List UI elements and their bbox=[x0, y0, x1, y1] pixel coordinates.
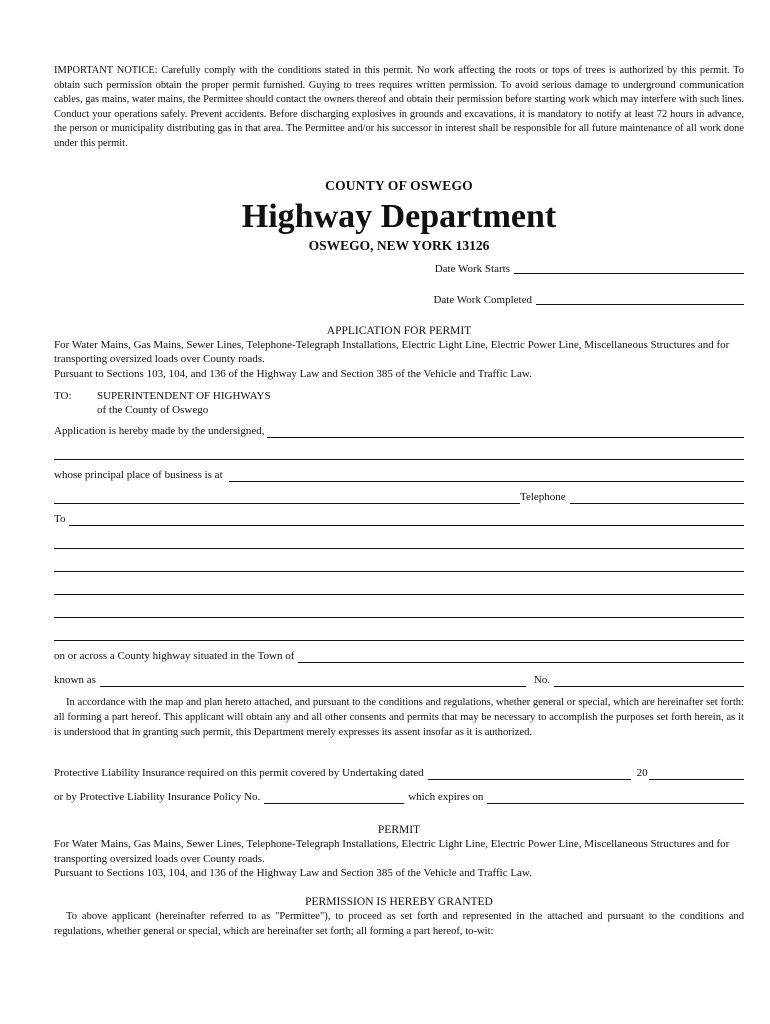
policy-expiry-field[interactable] bbox=[487, 792, 744, 804]
date-work-completed-row bbox=[54, 293, 744, 307]
department-title: Highway Department bbox=[241, 197, 557, 235]
policy-label: or by Protective Liability Insurance Policy No. bbox=[54, 791, 261, 804]
county-name: COUNTY OF OSWEGO bbox=[325, 177, 473, 193]
to-label: TO: bbox=[54, 390, 72, 403]
work-description-line-5[interactable] bbox=[54, 606, 744, 618]
known-as-label: known as bbox=[54, 674, 96, 687]
permission-granted-title: PERMISSION IS HEREBY GRANTED bbox=[305, 895, 493, 908]
policy-number-field[interactable] bbox=[264, 792, 404, 804]
important-notice: IMPORTANT NOTICE: Carefully comply with the conditions stated in this permit. No work affecting the roots or tops of trees is authorized by this permit. To obtain such permission obtain the proper permit furnished. Guying to trees requires written permission. To avoid serious damage to underground communication cables, gas mains, water mains, the Permittee should contact the owners thereof and obtain their permission before starting work which may interfere with such lines. Conduct your operations safely. Prevent accidents. Before discharging explosives in grounds and excavations, it is mandatory to notify at least 72 hours in advance, the person or municipality distributing gas in that area. The Permittee and/or his successor in interest shall be responsible for all future maintenance of all work done under this permit. bbox=[54, 65, 744, 149]
insurance-row bbox=[54, 766, 744, 780]
date-work-starts-row bbox=[54, 262, 744, 276]
work-description-line-3[interactable] bbox=[54, 560, 744, 572]
date-work-starts-field[interactable] bbox=[514, 262, 744, 274]
expires-label: which expires on bbox=[408, 791, 484, 804]
policy-row bbox=[54, 790, 744, 804]
business-address-label: whose principal place of business is at bbox=[54, 469, 223, 482]
work-description-line-6[interactable] bbox=[54, 629, 744, 641]
addressee-line-2: of the County of Oswego bbox=[97, 404, 209, 417]
applicant-name-field[interactable] bbox=[267, 426, 744, 438]
permit-purpose: For Water Mains, Gas Mains, Sewer Lines, Telephone-Telegraph Installations, Electric Light Line, Electric Power Line, Miscellaneous Structures and for transporting oversized loads over County roads. bbox=[54, 838, 730, 865]
business-address-row bbox=[54, 468, 744, 482]
addressee-line-1: SUPERINTENDENT OF HIGHWAYS bbox=[97, 390, 271, 403]
telephone-row bbox=[54, 490, 744, 504]
telephone-field[interactable] bbox=[570, 492, 744, 504]
business-address-field[interactable] bbox=[229, 470, 744, 482]
application-purpose: For Water Mains, Gas Mains, Sewer Lines, Telephone-Telegraph Installations, Electric Light Line, Electric Power Line, Miscellaneous Structures and for transporting oversized loads over County roads. bbox=[54, 338, 730, 366]
addressee-block bbox=[54, 389, 744, 417]
applicant-label: Application is hereby made by the undersigned, bbox=[54, 425, 265, 438]
insurance-label: Protective Liability Insurance required on this permit covered by Undertaking dated bbox=[54, 767, 424, 780]
permit-title: PERMIT bbox=[377, 824, 421, 837]
undertaking-year-field[interactable] bbox=[649, 768, 744, 780]
to-field-row bbox=[54, 512, 744, 526]
accordance-paragraph: In accordance with the map and plan hereto attached, and pursuant to the conditions and regulations, whether general or special, which are hereinafter set forth: all forming a part hereof. This applicant will obtain any and all other consents and permits that may be necessary to accomplish the purposes set forth herein, as it is understood that in granting such permit, this Department merely expresses its assent insofar as it is authorized. bbox=[54, 697, 744, 738]
applicant-name-field-2[interactable] bbox=[54, 448, 744, 460]
permission-granted-text: To above applicant (hereinafter referred to as "Permittee"), to proceed as set forth and represented in the attached and pursuant to the conditions and regulations, whether general or special, which are hereinafter set forth; all forming a part hereof, to-wit: bbox=[54, 910, 744, 937]
telephone-label: Telephone bbox=[520, 491, 566, 504]
work-description-field[interactable] bbox=[69, 514, 744, 526]
application-title: APPLICATION FOR PERMIT bbox=[326, 324, 472, 337]
date-work-starts-label: Date Work Starts bbox=[434, 262, 510, 275]
to-field-label: To bbox=[54, 513, 66, 526]
undertaking-date-field[interactable] bbox=[428, 768, 631, 780]
work-description-line-2[interactable] bbox=[54, 537, 744, 549]
date-work-completed-label: Date Work Completed bbox=[433, 293, 532, 306]
town-field[interactable] bbox=[298, 651, 744, 663]
applicant-row bbox=[54, 424, 744, 438]
permit-pursuant: Pursuant to Sections 103, 104, and 136 of the Highway Law and Section 385 of the Vehicle and Traffic Law. bbox=[54, 867, 532, 880]
number-label: No. bbox=[533, 674, 551, 687]
date-work-completed-field[interactable] bbox=[536, 293, 744, 305]
town-label: on or across a County highway situated in the Town of bbox=[54, 650, 295, 663]
permit-document bbox=[54, 64, 744, 939]
town-row bbox=[54, 649, 744, 663]
business-address-field-2[interactable] bbox=[54, 492, 520, 504]
application-pursuant: Pursuant to Sections 103, 104, and 136 of the Highway Law and Section 385 of the Vehicle and Traffic Law. bbox=[54, 367, 532, 380]
work-description-line-4[interactable] bbox=[54, 583, 744, 595]
known-as-row bbox=[54, 673, 744, 687]
department-address: OSWEGO, NEW YORK 13126 bbox=[308, 237, 490, 253]
number-field[interactable] bbox=[554, 675, 744, 687]
year-prefix: 20 bbox=[636, 767, 648, 780]
known-as-field[interactable] bbox=[100, 675, 526, 687]
